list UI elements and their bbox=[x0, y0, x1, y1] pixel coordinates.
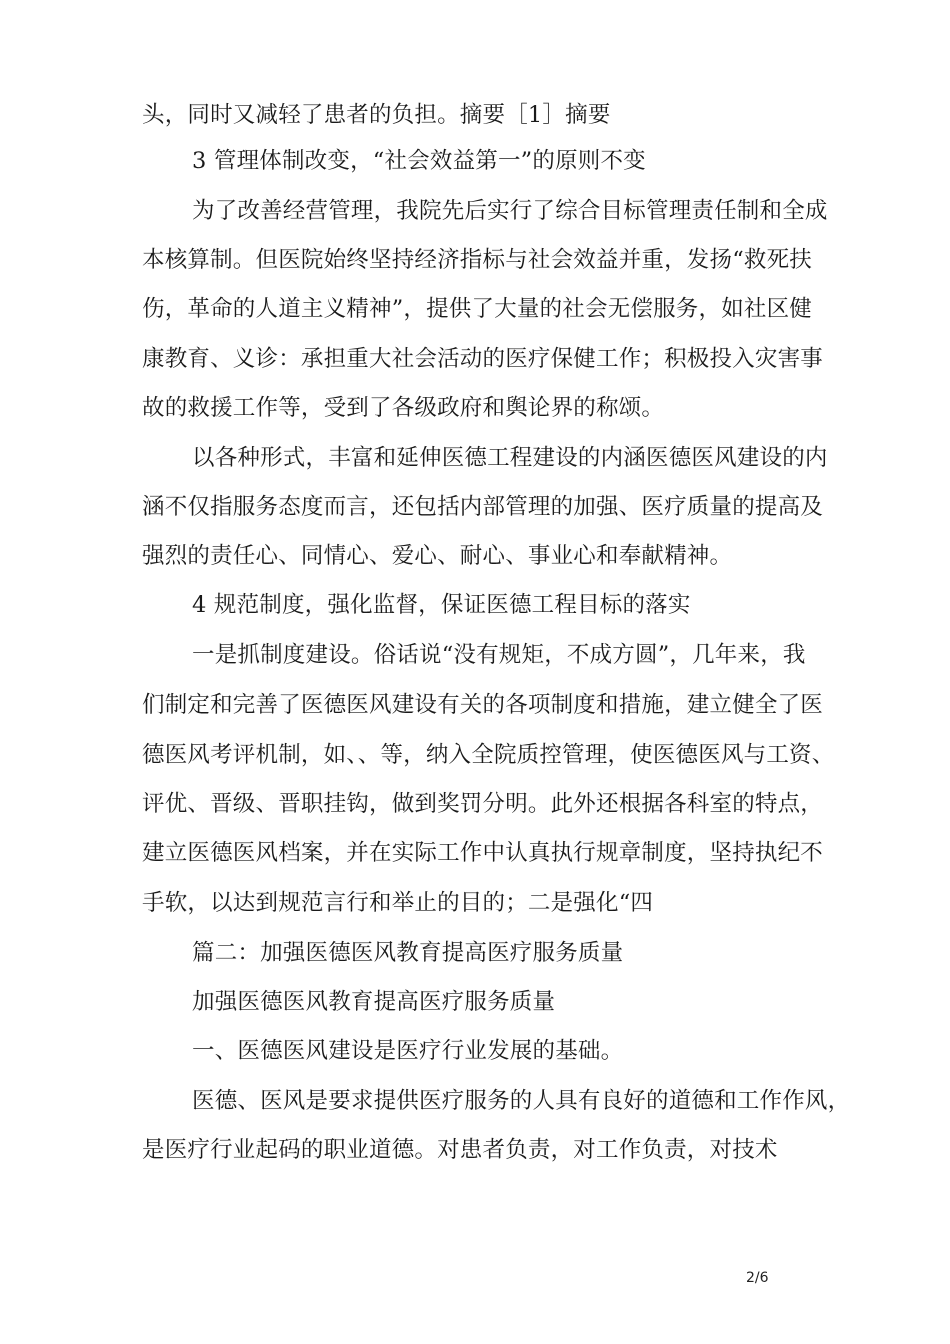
text-line: 建立医德医风档案，并在实际工作中认真执行规章制度，坚持执纪不 bbox=[142, 840, 824, 866]
text-line: 医德、医风是要求提供医疗服务的人具有良好的道德和工作作风， bbox=[192, 1088, 851, 1114]
text-line: 头，同时又减轻了患者的负担。摘要［1］摘要 bbox=[142, 102, 611, 128]
text-line: 伤，革命的人道主义精神”，提供了大量的社会无偿服务，如社区健 bbox=[142, 296, 813, 322]
page-number: 2/6 bbox=[746, 1270, 769, 1286]
text-line: 是医疗行业起码的职业道德。对患者负责，对工作负责，对技术 bbox=[142, 1137, 778, 1163]
text-line: 故的救援工作等，受到了各级政府和舆论界的称颂。 bbox=[142, 395, 665, 421]
section-heading: 4 规范制度，强化监督，保证医德工程目标的落实 bbox=[192, 592, 691, 618]
section-heading: 3 管理体制改变，“社会效益第一”的原则不变 bbox=[192, 148, 646, 174]
section-heading: 篇二：加强医德医风教育提高医疗服务质量 bbox=[192, 940, 624, 966]
section-heading: 加强医德医风教育提高医疗服务质量 bbox=[192, 989, 556, 1015]
text-line: 涵不仅指服务态度而言，还包括内部管理的加强、医疗质量的提高及 bbox=[142, 494, 824, 520]
text-line: 们制定和完善了医德医风建设有关的各项制度和措施，建立健全了医 bbox=[142, 692, 824, 718]
text-line: 为了改善经营管理，我院先后实行了综合目标管理责任制和全成 bbox=[192, 198, 828, 224]
text-line: 手软，以达到规范言行和举止的目的；二是强化“四 bbox=[142, 890, 654, 916]
text-line: 评优、晋级、晋职挂钩，做到奖罚分明。此外还根据各科室的特点， bbox=[142, 791, 824, 817]
text-line: 以各种形式，丰富和延伸医德工程建设的内涵医德医风建设的内 bbox=[192, 445, 828, 471]
text-line: 本核算制。但医院始终坚持经济指标与社会效益并重，发扬“救死扶 bbox=[142, 247, 813, 273]
text-line: 德医风考评机制，如、、等，纳入全院质控管理，使医德医风与工资、 bbox=[142, 742, 835, 768]
text-line: 康教育、义诊：承担重大社会活动的医疗保健工作；积极投入灾害事 bbox=[142, 346, 824, 372]
section-heading: 一、医德医风建设是医疗行业发展的基础。 bbox=[192, 1038, 624, 1064]
text-line: 强烈的责任心、同情心、爱心、耐心、事业心和奉献精神。 bbox=[142, 543, 733, 569]
text-line: 一是抓制度建设。俗话说“没有规矩，不成方圆”，几年来，我 bbox=[192, 642, 806, 668]
